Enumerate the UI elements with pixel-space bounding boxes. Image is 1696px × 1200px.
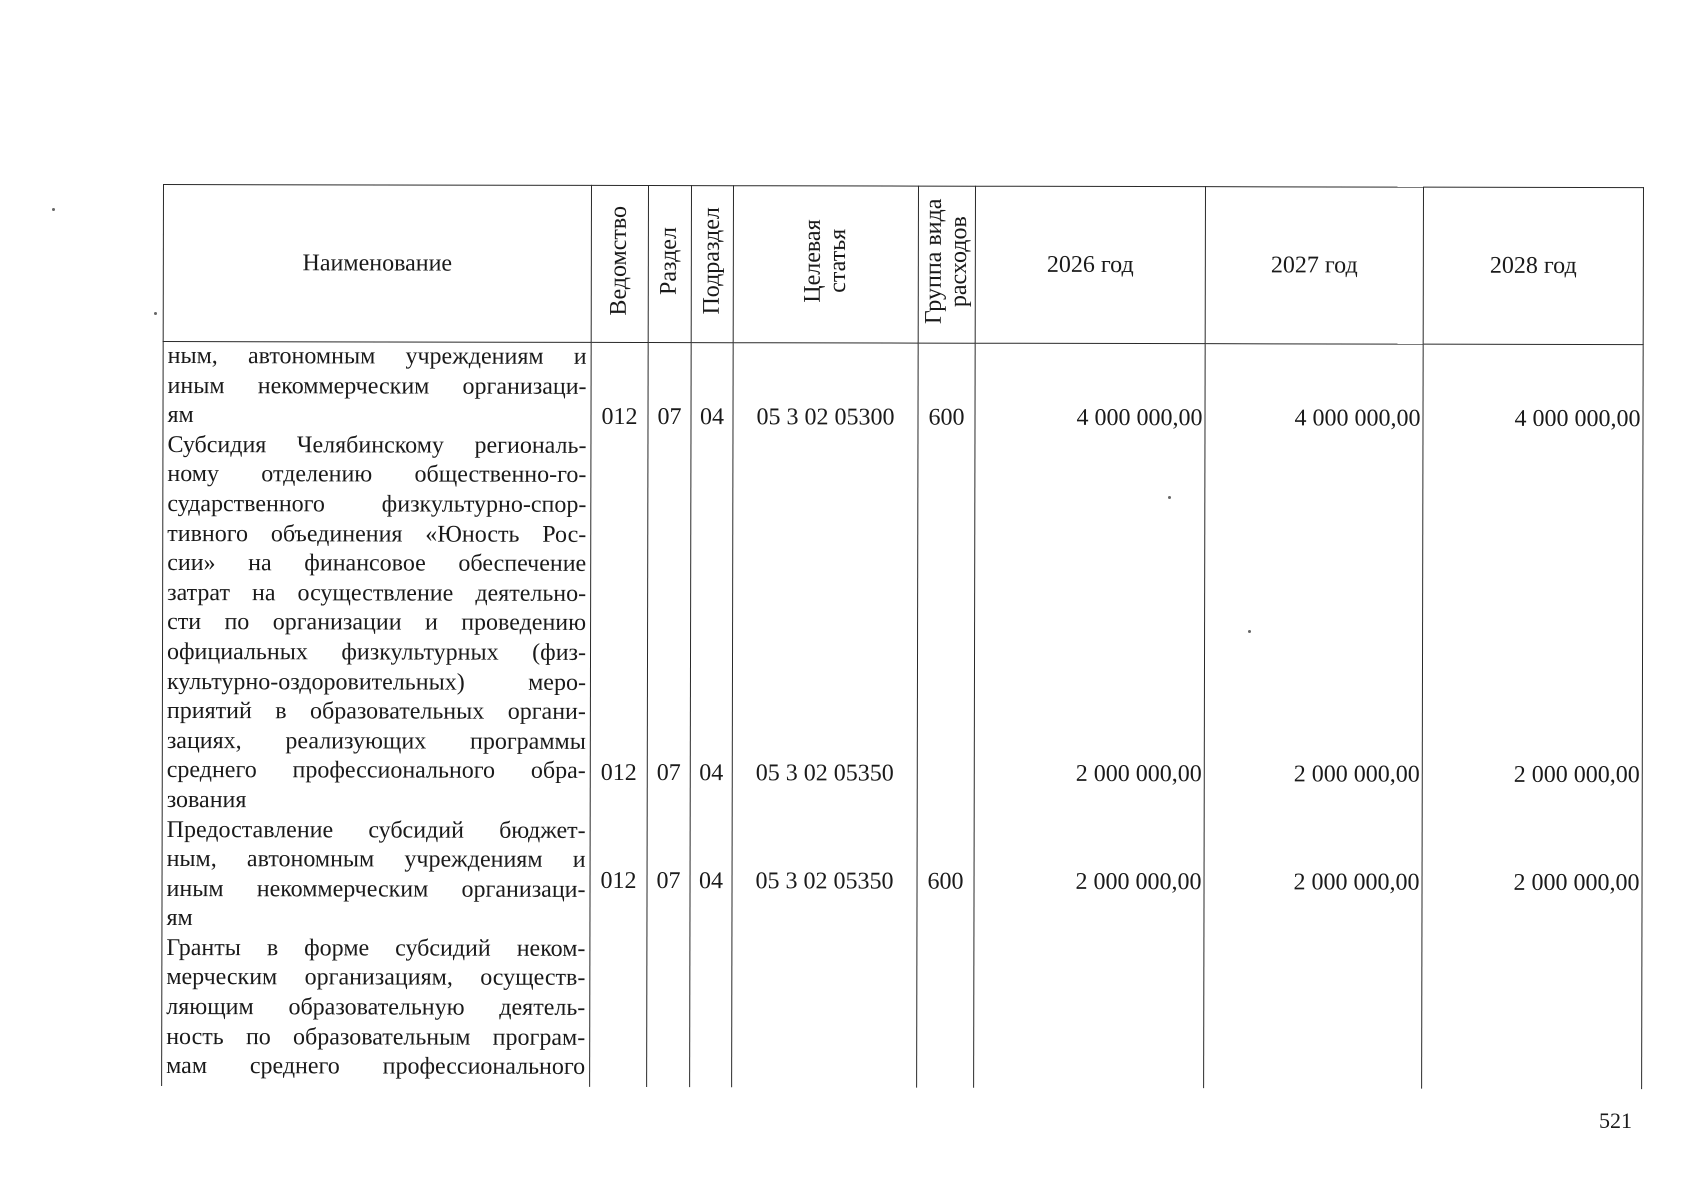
name-line: Предоставление субсидий бюджет- xyxy=(166,816,586,844)
amount-2026-cell xyxy=(974,343,1206,1088)
amount-2026-value: 2 000 000,00 xyxy=(1075,868,1202,896)
name-line: мерческим организациям, осуществ- xyxy=(166,964,586,992)
name-line: сии» на финансовое обеспечение xyxy=(167,550,587,578)
name-line: Гранты в форме субсидий неком- xyxy=(166,934,586,962)
name-line: культурно-оздоровительных) меро- xyxy=(166,668,586,696)
amount-2027-value: 2 000 000,00 xyxy=(1293,761,1420,788)
podrazdel-value: 04 xyxy=(699,868,724,895)
scan-speck xyxy=(52,208,55,211)
vedomstvo-value: 012 xyxy=(600,759,637,786)
header-2027: 2027 год xyxy=(1205,187,1423,344)
name-line: ляющим образовательную деятель- xyxy=(166,994,586,1021)
amount-2028-value: 2 000 000,00 xyxy=(1513,761,1640,789)
celevaya-statya-value: 05 3 02 05300 xyxy=(756,404,895,431)
name-line: зациях, реализующих программы xyxy=(166,727,586,755)
name-line: официальных физкультурных (физ- xyxy=(166,638,587,666)
amount-2027-value: 2 000 000,00 xyxy=(1293,869,1420,896)
name-line: ным, автономным учреждениям и xyxy=(166,846,586,873)
name-line: зования xyxy=(166,786,247,814)
name-line: среднего профессионального обра- xyxy=(166,757,586,785)
name-cell xyxy=(162,342,592,1087)
razdel-value: 07 xyxy=(656,760,681,787)
podrazdel-value: 04 xyxy=(699,760,724,787)
header-2028: 2028 год xyxy=(1423,187,1643,344)
gruppa-cell xyxy=(917,343,976,1088)
razdel-value: 07 xyxy=(657,404,682,431)
header-2026: 2026 год xyxy=(975,186,1205,343)
page-number: 521 xyxy=(1599,1108,1632,1133)
amount-2026-value: 4 000 000,00 xyxy=(1076,404,1203,432)
amount-2028-value: 4 000 000,00 xyxy=(1514,405,1641,433)
amount-2026-value: 2 000 000,00 xyxy=(1075,760,1202,788)
gruppa-value: 600 xyxy=(928,404,965,431)
name-line: иным некоммерческим организаци- xyxy=(166,875,586,903)
podrazdel-value: 04 xyxy=(699,404,725,431)
amount-2028-cell xyxy=(1422,344,1644,1089)
name-line: ям xyxy=(167,402,194,429)
header-celevaya-statya: Целевая статья xyxy=(733,186,918,343)
table-body-row xyxy=(162,342,1644,1090)
name-text xyxy=(166,342,587,1083)
header-razdel: Раздел xyxy=(648,186,691,343)
razdel-cell xyxy=(647,343,692,1088)
name-line: ность по образовательным програм- xyxy=(166,1023,586,1051)
name-line: сударственного физкультурно-спор- xyxy=(167,490,587,518)
scan-speck xyxy=(1248,630,1251,633)
celevaya-statya-value: 05 3 02 05350 xyxy=(755,868,894,895)
razdel-value: 07 xyxy=(656,868,681,895)
amount-2028-value: 2 000 000,00 xyxy=(1513,869,1640,897)
name-line: приятий в образовательных органи- xyxy=(166,698,586,726)
vedomstvo-value: 012 xyxy=(600,867,637,894)
gruppa-value: 600 xyxy=(927,868,964,895)
scan-speck xyxy=(154,312,157,315)
celevaya-statya-cell xyxy=(732,343,919,1088)
name-line: ям xyxy=(166,905,193,932)
celevaya-statya-value: 05 3 02 05350 xyxy=(755,760,894,787)
name-line: ному отделению общественно-го- xyxy=(167,461,587,489)
name-line: мам среднего профессионального xyxy=(166,1053,586,1081)
name-line: Субсидия Челябинскому региональ- xyxy=(167,431,587,459)
amount-2027-value: 4 000 000,00 xyxy=(1294,405,1421,432)
name-line: ным, автономным учреждениям и xyxy=(167,343,587,370)
table-header xyxy=(163,185,1643,345)
name-line: сти по организации и проведению xyxy=(167,609,587,637)
header-vedomstvo: Ведомство xyxy=(591,185,648,342)
name-line: затрат на осуществление деятельно- xyxy=(167,579,587,607)
name-line: тивного объединения «Юность Рос- xyxy=(167,520,587,548)
scan-speck xyxy=(1168,496,1171,499)
budget-table xyxy=(161,184,1644,1089)
podrazdel-cell xyxy=(690,343,734,1088)
name-line: иным некоммерческим организаци- xyxy=(167,372,587,400)
header-name: Наименование xyxy=(163,185,591,343)
header-podrazdel: Подраздел xyxy=(691,186,733,343)
amount-2027-cell xyxy=(1204,344,1424,1089)
vedomstvo-cell xyxy=(590,342,649,1087)
vedomstvo-value: 012 xyxy=(601,403,638,430)
header-gruppa-vida-rashodov: Группа вида расходов xyxy=(918,186,975,343)
